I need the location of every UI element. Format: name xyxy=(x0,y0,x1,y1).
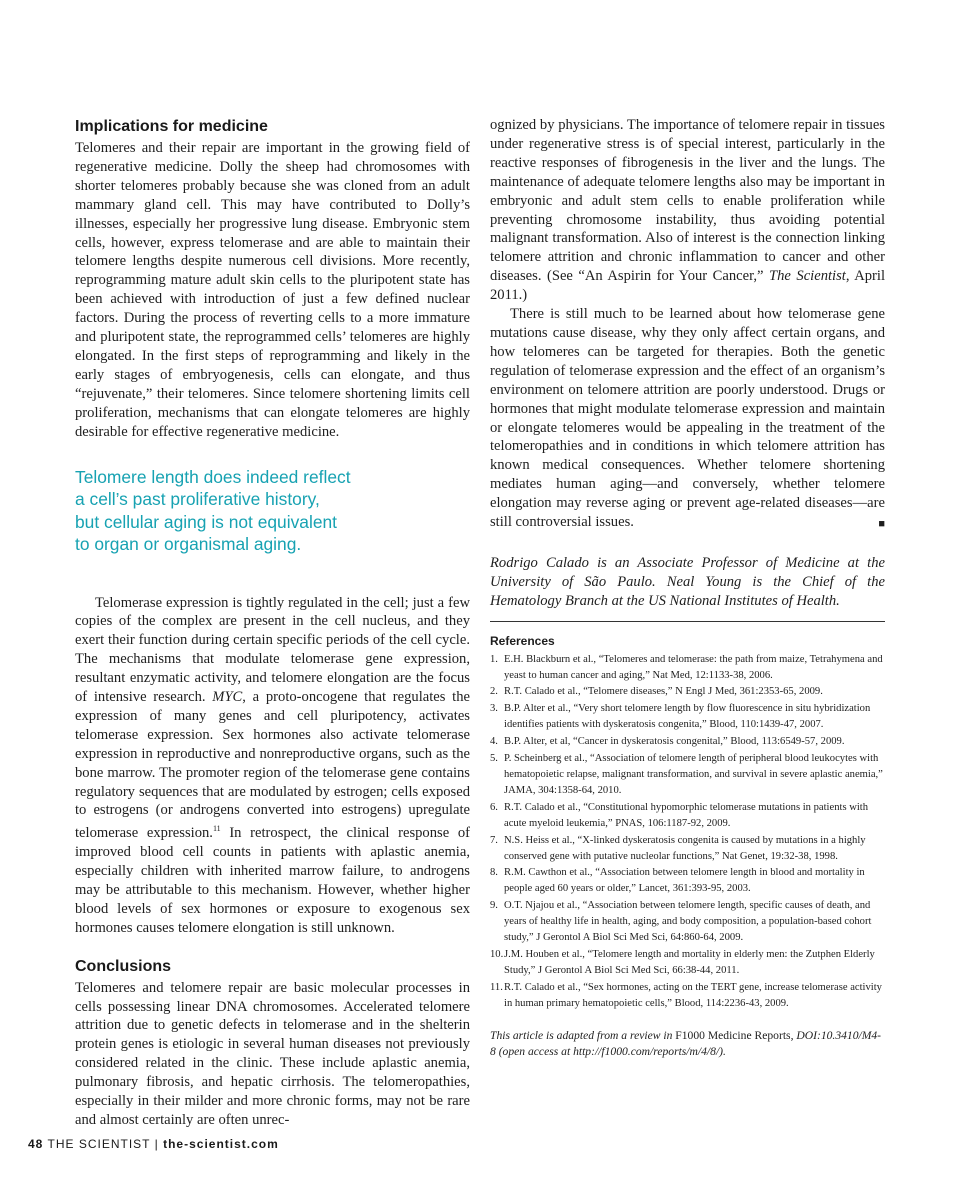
reference-number: 4. xyxy=(490,736,498,748)
reference-number: 7. xyxy=(490,834,498,846)
future-paragraph xyxy=(490,305,885,532)
text-run: , DOI:10.3410/M4-8 (open access at http://f1000.com/reports/m/4/8/). xyxy=(490,1028,882,1059)
left-column xyxy=(75,116,470,1130)
text-run: Telomerase expression is tightly regulated in the cell; just a few copies of the complex are present in the cell nucleus, and they exert their function during certain specific periods of the cell cycle. The mechanisms that modulate telomerase gene expression, resultant enzymatic activity, and telomere elongation are the focus of intensive research. xyxy=(75,594,470,706)
reference-text: P. Scheinberg et al., “Association of telomere length of peripheral blood leukocytes with hematopoietic relapse, malignant transformation, and survival in severe aplastic anemia,” JAMA, 304:1358-64, 2010. xyxy=(504,753,883,796)
reference-text: R.T. Calado et al., “Telomere diseases,” N Engl J Med, 361:2353-65, 2009. xyxy=(504,686,823,698)
pull-quote-line: but cellular aging is not equivalent xyxy=(75,511,337,532)
reference-item xyxy=(490,898,885,946)
reference-text: O.T. Njajou et al., “Association between telomere length, specific causes of death, and years of healthy life in health, aging, and body composition, a population-based cohort study,” J Gerontol A Biol Sci Med Sci, 64:860-64, 2009. xyxy=(504,900,872,944)
reference-text: B.P. Alter et al., “Very short telomere length by flow fluorescence in situ hybridization identifies patients with dyskeratosis congenita,” Blood, 110:1439-47, 2007. xyxy=(504,703,871,731)
reference-item xyxy=(490,865,885,897)
reference-item xyxy=(490,652,885,684)
text-run: In retrospect, the clinical response of improved blood cell counts in patients with aplastic anemia, especially children with inherited marrow failure, to androgens may be attributable to this mechanism. However, whether higher blood levels of sex hormones or exposure to exogenous sex hormones causes telomere elongation is still unknown. xyxy=(75,825,471,936)
reference-text: J.M. Houben et al., “Telomere length and mortality in elderly men: the Zutphen Elderly Study,” J Gerontol A Biol Sci Med Sci, 66:38-44, 2011. xyxy=(504,948,875,976)
gene-name: MYC xyxy=(212,689,243,706)
footer-separator: | xyxy=(154,1137,159,1151)
reference-item xyxy=(490,947,885,979)
implications-paragraph: Telomeres and their repair are important in the growing field of regenerative medicine. Dolly the sheep had chromosomes with shorter telomeres probably because she was cloned from an adult mammary gland cell. This may have contributed to Dolly’s illnesses, especially her progressive lung disease. Embryonic stem cells, however, express telomerase and are able to maintain their telomere lengths despite numerous cell divisions. More recently, reprogramming mature adult skin cells to the pluripotent state has been achieved with introduction of just a few defined nuclear factors. During the process of reverting cells to a more immature and pluripotent state, the reprogrammed cells’ telomeres are highly elongated. In the first steps of reprogramming and likely in the early stages of embryogenesis, cells can elongate, and thus “rejuvenate,” their telomeres. Since telomere shortening limits cell proliferation, mechanisms that can elongate telomeres are highly desirable for effective regenerative medicine. xyxy=(75,140,470,440)
magazine-name: THE SCIENTIST xyxy=(47,1137,151,1151)
reference-text: E.H. Blackburn et al., “Telomeres and telomerase: the path from maize, Tetrahymena and yeast to human cancer and aging,” Nat Med, 12:1133-38, 2006. xyxy=(504,653,883,681)
reference-number: 10. xyxy=(490,948,504,960)
text-run: , April 2011.) xyxy=(490,268,885,304)
reference-item xyxy=(490,800,885,832)
text-run: There is still much to be learned about how telomerase gene mutations cause disease, why they only affect certain organs, and how telomeres can be targeted for therapies. Both the genetic regulation of telomerase expression and the effect of an organism’s environment on telomere attrition are poorly understood. Drugs or hormones that might modulate telomerase expression and maintain or elongate telomeres would be appealing in the treatment of the telomeropathies and in conditions in which telomere attrition has known medical consequences. Whether telomere shortening mediates human aging—and conversely, whether telomere elongation may reverse aging or prevent age-related diseases—are still controversial issues. xyxy=(490,306,885,531)
pull-quote xyxy=(75,466,470,556)
reference-item xyxy=(490,684,885,700)
end-mark: ■ xyxy=(878,518,885,531)
reference-text: N.S. Heiss et al., “X-linked dyskeratosis congenita is caused by mutations in a highly conserved gene with putative nucleolar functions,” Nat Genet, 19:32-38, 1998. xyxy=(504,834,866,862)
author-bio: Rodrigo Calado is an Associate Professor of Medicine at the University of São Paulo. Neal Young is the Chief of the Hematology Branch at the US National Institutes of Health. xyxy=(490,554,885,609)
text-run: This article is adapted from a review in xyxy=(490,1028,676,1042)
conclusions-paragraph: Telomeres and telomere repair are basic molecular processes in cells possessing linear DNA chromosomes. Accelerated telomere attrition due to genetic defects in telomerase and in the shelterin protein genes is etiologic in several human diseases not previously considered related in the clinic. These include aplastic anemia, pulmonary fibrosis, and hepatic cirrhosis. The telomeropathies, especially in their milder and more chronic forms, may not be rare and almost certainly are often unrec- xyxy=(75,979,470,1129)
magazine-title: The Scientist xyxy=(769,268,846,285)
citation-marker: 11 xyxy=(212,824,221,834)
page-footer xyxy=(28,1137,279,1151)
reference-number: 5. xyxy=(490,753,498,765)
reference-number: 11. xyxy=(490,981,503,993)
pull-quote-line: a cell’s past proliferative history, xyxy=(75,489,320,509)
expression-paragraph xyxy=(75,594,470,938)
conclusions-heading: Conclusions xyxy=(75,957,172,975)
right-column xyxy=(490,116,885,1061)
report-title: F1000 Medicine Reports xyxy=(675,1028,791,1042)
references-list xyxy=(490,652,885,1012)
divider xyxy=(490,621,885,622)
pull-quote-line: to organ or organismal aging. xyxy=(75,534,302,554)
reference-number: 1. xyxy=(490,653,498,665)
reference-item xyxy=(490,751,885,799)
reference-number: 8. xyxy=(490,867,498,879)
reference-number: 9. xyxy=(490,900,498,912)
reference-item xyxy=(490,833,885,865)
reference-text: R.M. Cawthon et al., “Association between telomere length in blood and mortality in people aged 60 years or older,” Lancet, 361:393-95, 2003. xyxy=(504,867,865,895)
reference-text: B.P. Alter, et al, “Cancer in dyskeratosis congenital,” Blood, 113:6549-57, 2009. xyxy=(504,736,845,748)
page-number: 48 xyxy=(28,1137,44,1151)
reference-number: 3. xyxy=(490,703,498,715)
text-run: ognized by physicians. The importance of telomere repair in tissues under regenerative stress is of special interest, particularly in the reactive responses of fibrogenesis in the liver and the lungs. The maintenance of adequate telomere lengths also may be important in embryonic and adult stem cells to enable proliferation while preventing chromosome instability, thus avoiding potential malignant transformation. Also of interest is the connection linking telomere attrition and chronic inflammation to cancer and other diseases. (See “An Aspirin for Your Cancer,” xyxy=(490,117,885,285)
reference-number: 2. xyxy=(490,686,498,698)
pull-quote-line: Telomere length does indeed reflect xyxy=(75,466,351,487)
references-heading: References xyxy=(490,633,555,648)
reference-item xyxy=(490,701,885,733)
reference-item xyxy=(490,734,885,750)
site-url: the-scientist.com xyxy=(163,1137,279,1151)
reference-text: R.T. Calado et al., “Sex hormones, acting on the TERT gene, increase telomerase activity in human primary hematopoietic cells,” Blood, 114:2236-43, 2009. xyxy=(504,981,882,1009)
reference-number: 6. xyxy=(490,801,498,813)
text-run: , a proto-oncogene that regulates the expression of many genes and cell pluripotency, activates telomerase expression. Sex hormones also activate telomerase expression in reproductive and nonreproductive organs, such as the bone marrow. The promoter region of the telomerase gene contains regulatory sequences that are modulated by estrogen; cells exposed to estrogens (or androgens converted into estrogens) upregulate telomerase expression. xyxy=(75,689,471,842)
reference-item xyxy=(490,980,885,1012)
continued-paragraph xyxy=(490,116,885,305)
reference-text: R.T. Calado et al., “Constitutional hypomorphic telomerase mutations in patients with acute myeloid leukemia,” PNAS, 106:1187-92, 2009. xyxy=(504,801,869,829)
adaptation-note xyxy=(490,1028,885,1061)
implications-heading: Implications for medicine xyxy=(75,118,268,135)
